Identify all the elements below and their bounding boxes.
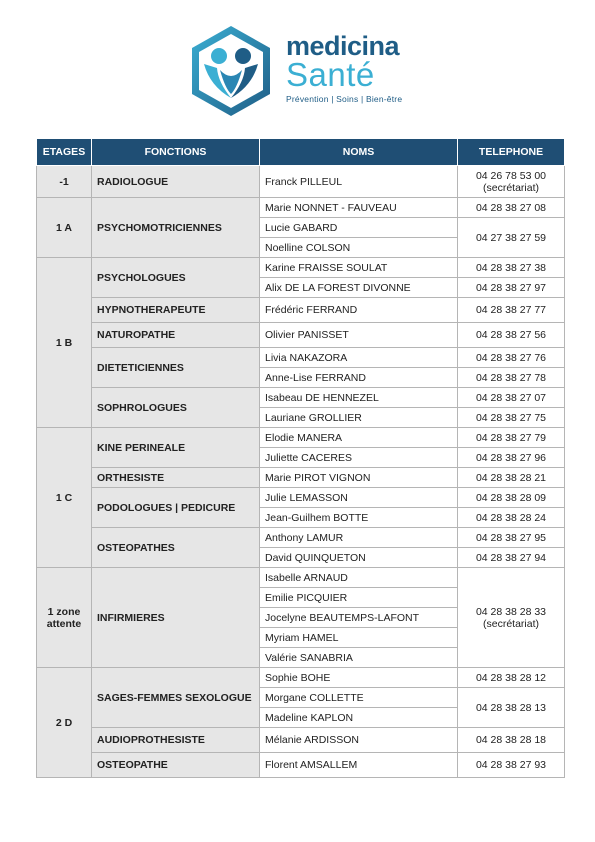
tel-cell: 04 28 38 28 18 <box>458 728 565 753</box>
fonction-cell: DIETETICIENNES <box>92 348 260 388</box>
tel-cell: 04 28 38 27 94 <box>458 548 565 568</box>
fonction-cell: OSTEOPATHE <box>92 753 260 778</box>
tel-note: (secrétariat) <box>482 181 539 194</box>
tel-cell: 04 28 38 28 24 <box>458 508 565 528</box>
tel-cell: 04 28 38 27 77 <box>458 298 565 323</box>
nom-cell: Emilie PICQUIER <box>260 588 458 608</box>
brand-tagline: Prévention | Soins | Bien-être <box>286 94 403 104</box>
tel-number: 04 26 78 53 00 <box>475 169 547 182</box>
tel-cell: 04 28 38 28 13 <box>458 688 565 728</box>
nom-cell: Lucie GABARD <box>260 218 458 238</box>
nom-cell: Marie NONNET - FAUVEAU <box>260 198 458 218</box>
table-row <box>37 428 565 448</box>
nom-cell: Marie PIROT VIGNON <box>260 468 458 488</box>
fonction-cell: AUDIOPROTHESISTE <box>92 728 260 753</box>
fonction-cell: HYPNOTHERAPEUTE <box>92 298 260 323</box>
brand-block <box>286 32 402 104</box>
nom-cell: Elodie MANERA <box>260 428 458 448</box>
etage-cell: 1 zone attente <box>37 568 92 668</box>
fonction-cell: PSYCHOLOGUES <box>92 258 260 298</box>
tel-cell: 04 28 38 28 21 <box>458 468 565 488</box>
medicina-logo-icon <box>190 24 272 118</box>
table-row <box>37 198 565 218</box>
fonction-cell: KINE PERINEALE <box>92 428 260 468</box>
nom-cell: Frédéric FERRAND <box>260 298 458 323</box>
nom-cell: Valérie SANABRIA <box>260 648 458 668</box>
fonction-cell: PODOLOGUES | PEDICURE <box>92 488 260 528</box>
nom-cell: Anthony LAMUR <box>260 528 458 548</box>
table-row <box>37 528 565 548</box>
nom-cell: Franck PILLEUL <box>260 166 458 198</box>
brand-name-line2: Santé <box>286 56 375 93</box>
table-row <box>37 728 565 753</box>
nom-cell: Isabelle ARNAUD <box>260 568 458 588</box>
tel-cell <box>458 166 565 198</box>
tel-cell: 04 28 38 28 12 <box>458 668 565 688</box>
fonction-cell: SAGES-FEMMES SEXOLOGUE <box>92 668 260 728</box>
tel-cell: 04 28 38 27 93 <box>458 753 565 778</box>
nom-cell: Florent AMSALLEM <box>260 753 458 778</box>
nom-cell: Myriam HAMEL <box>260 628 458 648</box>
etage-cell: 1 A <box>37 198 92 258</box>
table-row <box>37 753 565 778</box>
tel-cell: 04 28 38 27 75 <box>458 408 565 428</box>
table-row <box>37 348 565 368</box>
etage-cell: 2 D <box>37 668 92 778</box>
tel-note: (secrétariat) <box>482 617 539 630</box>
etage-cell: 1 B <box>37 258 92 428</box>
nom-cell: Julie LEMASSON <box>260 488 458 508</box>
fonction-cell: INFIRMIERES <box>92 568 260 668</box>
table-row <box>37 468 565 488</box>
table-row <box>37 488 565 508</box>
fonction-cell: PSYCHOMOTRICIENNES <box>92 198 260 258</box>
fonction-cell: ORTHESISTE <box>92 468 260 488</box>
tel-cell: 04 28 38 27 08 <box>458 198 565 218</box>
nom-cell: Madeline KAPLON <box>260 708 458 728</box>
nom-cell: Mélanie ARDISSON <box>260 728 458 753</box>
table-row <box>37 298 565 323</box>
tel-cell: 04 28 38 27 79 <box>458 428 565 448</box>
nom-cell: Sophie BOHE <box>260 668 458 688</box>
page-header <box>0 0 595 130</box>
table-header-row <box>37 139 565 166</box>
tel-cell: 04 28 38 27 76 <box>458 348 565 368</box>
table-row <box>37 258 565 278</box>
nom-cell: Lauriane GROLLIER <box>260 408 458 428</box>
nom-cell: Juliette CACERES <box>260 448 458 468</box>
brand-name-line1: medicina <box>286 31 400 61</box>
tel-cell: 04 28 38 27 95 <box>458 528 565 548</box>
table-row <box>37 323 565 348</box>
table-row <box>37 668 565 688</box>
nom-cell: Anne-Lise FERRAND <box>260 368 458 388</box>
tel-cell: 04 28 38 27 07 <box>458 388 565 408</box>
nom-cell: Karine FRAISSE SOULAT <box>260 258 458 278</box>
etage-cell: 1 C <box>37 428 92 568</box>
table-row <box>37 568 565 588</box>
tel-cell: 04 28 38 27 96 <box>458 448 565 468</box>
fonction-cell: SOPHROLOGUES <box>92 388 260 428</box>
nom-cell: Olivier PANISSET <box>260 323 458 348</box>
nom-cell: Livia NAKAZORA <box>260 348 458 368</box>
fonction-cell: NATUROPATHE <box>92 323 260 348</box>
table-row <box>37 166 565 198</box>
nom-cell: Alix DE LA FOREST DIVONNE <box>260 278 458 298</box>
directory-table <box>36 138 565 778</box>
tel-cell: 04 28 38 27 56 <box>458 323 565 348</box>
header-fonctions: FONCTIONS <box>92 139 260 166</box>
header-telephone: TELEPHONE <box>458 139 565 166</box>
tel-cell: 04 28 38 28 09 <box>458 488 565 508</box>
tel-cell: 04 28 38 27 78 <box>458 368 565 388</box>
nom-cell: Isabeau DE HENNEZEL <box>260 388 458 408</box>
fonction-cell: OSTEOPATHES <box>92 528 260 568</box>
nom-cell: Noelline COLSON <box>260 238 458 258</box>
nom-cell: Morgane COLLETTE <box>260 688 458 708</box>
etage-cell: -1 <box>37 166 92 198</box>
tel-cell: 04 28 38 27 97 <box>458 278 565 298</box>
nom-cell: Jean-Guilhem BOTTE <box>260 508 458 528</box>
nom-cell: David QUINQUETON <box>260 548 458 568</box>
nom-cell: Jocelyne BEAUTEMPS-LAFONT <box>260 608 458 628</box>
tel-cell: 04 28 38 27 38 <box>458 258 565 278</box>
tel-cell: 04 27 38 27 59 <box>458 218 565 258</box>
header-etages: ETAGES <box>37 139 92 166</box>
tel-number: 04 28 38 28 33 <box>475 605 547 618</box>
tel-cell <box>458 568 565 668</box>
table-row <box>37 388 565 408</box>
fonction-cell: RADIOLOGUE <box>92 166 260 198</box>
header-noms: NOMS <box>260 139 458 166</box>
